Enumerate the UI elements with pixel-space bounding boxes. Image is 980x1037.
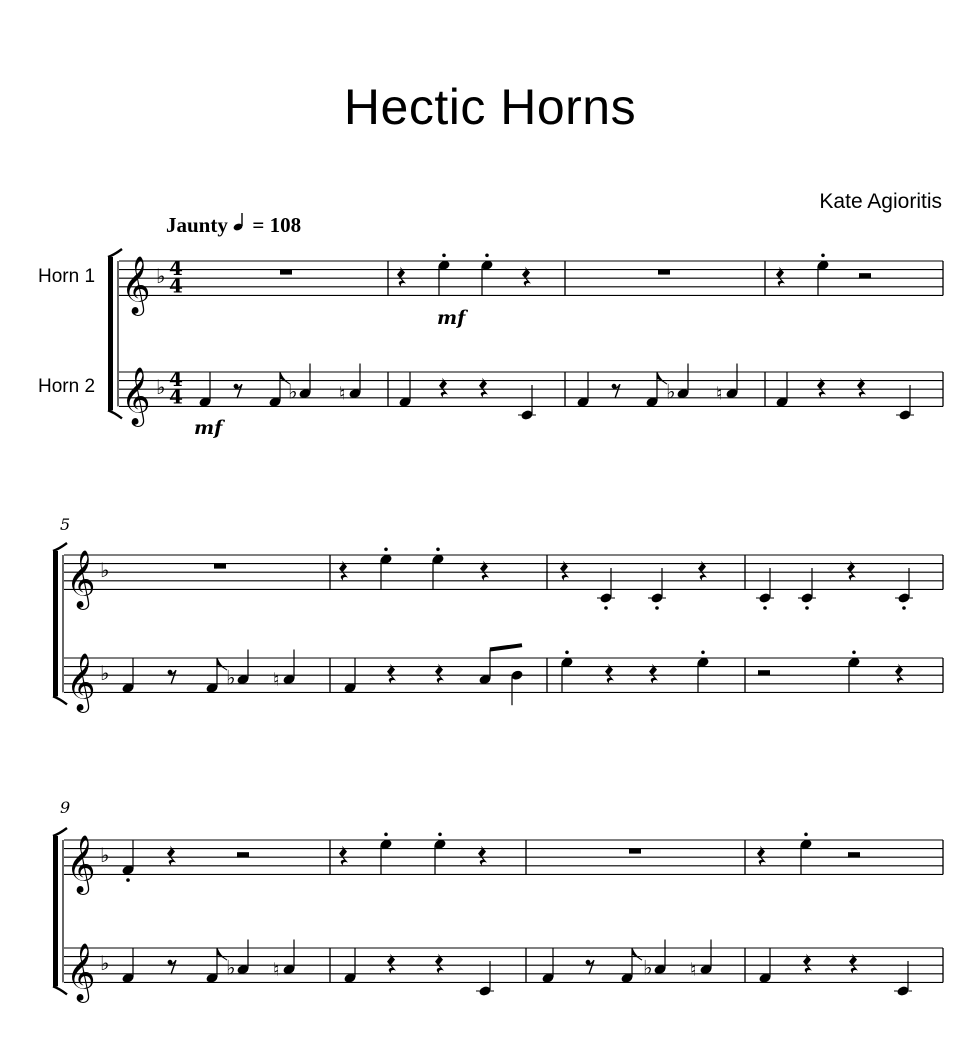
note-flag (632, 948, 642, 960)
measure-number: 5 (60, 515, 71, 534)
staccato-dot (436, 548, 440, 552)
staccato-dot (126, 878, 130, 882)
staccato-dot (805, 606, 809, 610)
flat-icon: ♭ (100, 661, 110, 686)
flat-icon: ♭ (288, 379, 298, 404)
treble-clef-icon: 𝄞 (121, 255, 151, 314)
note-beam (490, 645, 522, 649)
tempo-text: Jaunty (166, 213, 228, 237)
flat-icon: ♭ (156, 375, 166, 400)
instrument-label-horn-2: Horn 2 (38, 376, 96, 397)
composer-name: Kate Agioritis (819, 190, 942, 213)
flat-icon: ♭ (226, 665, 236, 690)
instrument-label-horn-1: Horn 1 (38, 266, 96, 287)
staccato-dot (384, 833, 388, 837)
time-signature-digit: 4 (169, 384, 183, 409)
staccato-dot (438, 833, 442, 837)
staccato-dot (604, 606, 608, 610)
dynamic-mark: mf (194, 417, 223, 439)
natural-icon: ♮ (339, 383, 346, 405)
measure-number: 9 (60, 798, 71, 817)
staccato-dot (763, 606, 767, 610)
time-signature-digit: 4 (169, 256, 183, 281)
half-rest-icon (237, 852, 249, 857)
staccato-dot (384, 548, 388, 552)
system-bracket (53, 836, 58, 986)
staccato-dot (485, 254, 489, 258)
system-bracket (53, 551, 58, 696)
time-signature-digit: 4 (169, 367, 183, 392)
dynamic-mark: mf (437, 307, 466, 329)
treble-clef-icon: 𝄞 (121, 366, 151, 425)
flat-icon: ♭ (156, 264, 166, 289)
flat-icon: ♭ (643, 955, 653, 980)
staccato-dot (821, 254, 825, 258)
flat-icon: ♭ (226, 955, 236, 980)
flat-icon: ♭ (666, 379, 676, 404)
whole-rest-icon (629, 849, 641, 854)
natural-icon: ♮ (690, 959, 697, 981)
whole-rest-icon (280, 270, 292, 275)
treble-clef-icon: 𝄞 (66, 834, 96, 893)
bracket-hook (108, 249, 122, 257)
half-rest-icon (848, 852, 860, 857)
half-rest-icon (859, 273, 871, 278)
treble-clef-icon: 𝄞 (66, 549, 96, 608)
staccato-dot (804, 833, 808, 837)
bracket-hook (53, 986, 67, 994)
bracket-hook (53, 828, 67, 836)
whole-rest-icon (658, 270, 670, 275)
natural-icon: ♮ (273, 959, 280, 981)
flat-icon: ♭ (100, 843, 110, 868)
staccato-dot (852, 651, 856, 655)
bracket-hook (108, 410, 122, 418)
staccato-dot (442, 254, 446, 258)
staccato-dot (902, 606, 906, 610)
staccato-dot (655, 606, 659, 610)
system-bracket (108, 257, 113, 410)
half-rest-icon (758, 670, 770, 675)
whole-rest-icon (214, 564, 226, 569)
staccato-dot (565, 651, 569, 655)
score-title: Hectic Horns (343, 79, 637, 135)
bracket-hook (53, 543, 67, 551)
flat-icon: ♭ (100, 951, 110, 976)
time-signature-digit: 4 (169, 273, 183, 298)
natural-icon: ♮ (273, 669, 280, 691)
bracket-hook (53, 696, 67, 704)
treble-clef-icon: 𝄞 (66, 652, 96, 711)
natural-icon: ♮ (716, 383, 723, 405)
flat-icon: ♭ (100, 558, 110, 583)
tempo-value: = 108 (252, 213, 302, 237)
staccato-dot (701, 651, 705, 655)
treble-clef-icon: 𝄞 (66, 942, 96, 1001)
